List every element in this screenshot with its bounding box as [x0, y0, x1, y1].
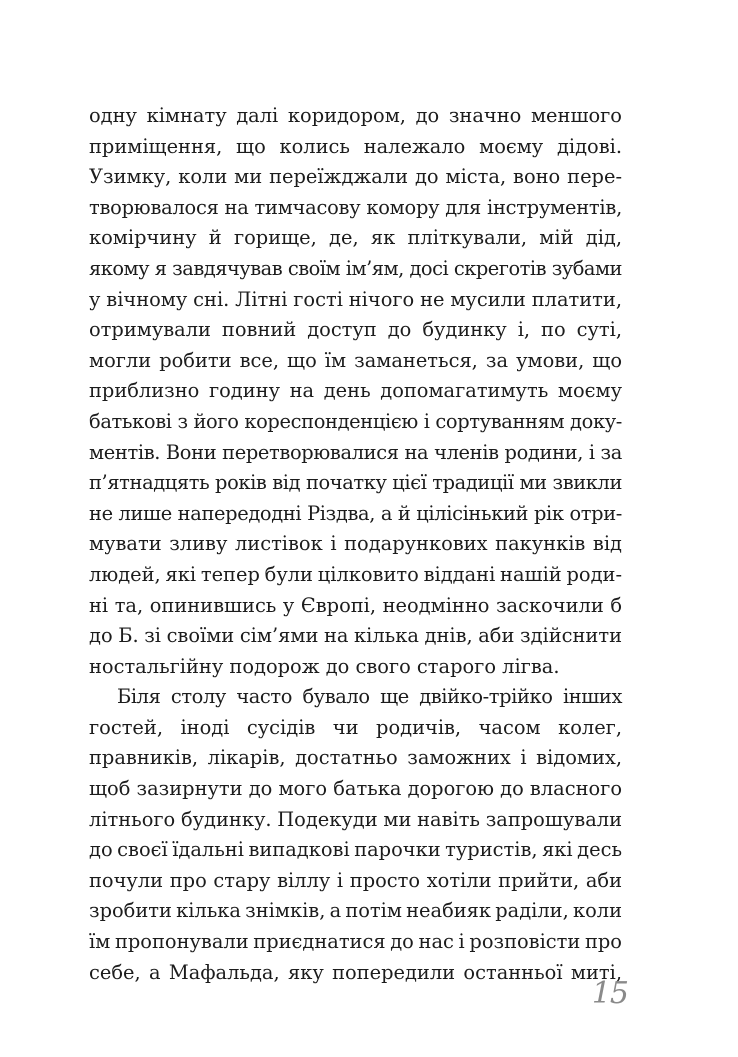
- text-line: у вічному сні. Літні гості нічого не мусили платити,: [89, 287, 622, 311]
- text-line: ностальгійну подорож до свого старого лігва.: [89, 654, 560, 678]
- text-line: гостей, іноді сусідів чи родичів, часом колег,: [89, 715, 622, 739]
- text-line: правників, лікарів, достатньо заможних і відомих,: [89, 746, 622, 770]
- text-line: щоб зазирнути до мого батька дорогою до власного: [89, 777, 622, 801]
- text-line: могли робити все, що їм заманеться, за умови, що: [89, 348, 622, 372]
- text-line: Узимку, коли ми переїжджали до міста, воно пере-: [89, 165, 622, 189]
- text-line: творювалося на тимчасову комору для інструментів,: [89, 195, 622, 219]
- text-line: комірчину й горище, де, як пліткували, мій дід,: [89, 226, 622, 250]
- text-line: їм пропонували приєднатися до нас і розповісти про: [89, 930, 622, 954]
- body-text: [89, 101, 622, 988]
- text-line: п’ятнадцять років від початку цієї традиції ми звикли: [89, 471, 622, 495]
- text-line: якому я завдячував своїм ім’ям, досі скреготів зубами: [89, 256, 622, 280]
- text-line: людей, які тепер були цілковито віддані нашій роди-: [89, 562, 622, 586]
- text-line: одну кімнату далі коридором, до значно меншого: [89, 104, 622, 127]
- paragraph-1: [89, 101, 622, 682]
- page-number: 15: [591, 976, 628, 1011]
- paragraph-2: [89, 682, 622, 988]
- text-line: себе, а Мафальда, яку попередили останньої миті,: [89, 960, 622, 984]
- text-line: ментів. Вони перетворювалися на членів родини, і за: [89, 440, 622, 464]
- text-line: до своєї їдальні випадкові парочки туристів, які десь: [89, 838, 622, 862]
- text-line: почули про стару віллу і просто хотіли прийти, аби: [89, 868, 622, 892]
- text-line: мувати зливу листівок і подарункових пакунків від: [89, 532, 622, 556]
- text-line: ні та, опинившись у Європі, неодмінно заскочили б: [89, 593, 622, 617]
- text-line: літнього будинку. Подекуди ми навіть запрошували: [89, 807, 622, 831]
- text-line: Біля столу часто бувало ще двійко-трійко інших: [117, 685, 622, 709]
- text-line: до Б. зі своїми сім’ями на кілька днів, аби здійснити: [89, 624, 622, 648]
- text-line: зробити кілька знімків, а потім неабияк раділи, коли: [89, 899, 622, 923]
- text-line: отримували повний доступ до будинку і, по суті,: [89, 318, 622, 342]
- text-line: приміщення, що колись належало моєму дідові.: [89, 134, 622, 158]
- text-line: не лише напередодні Різдва, а й цілісінький рік отри-: [89, 501, 622, 525]
- text-line: приблизно годину на день допомагатимуть моєму: [89, 379, 622, 403]
- text-line: батькові з його кореспонденцією і сортуванням доку-: [89, 409, 622, 433]
